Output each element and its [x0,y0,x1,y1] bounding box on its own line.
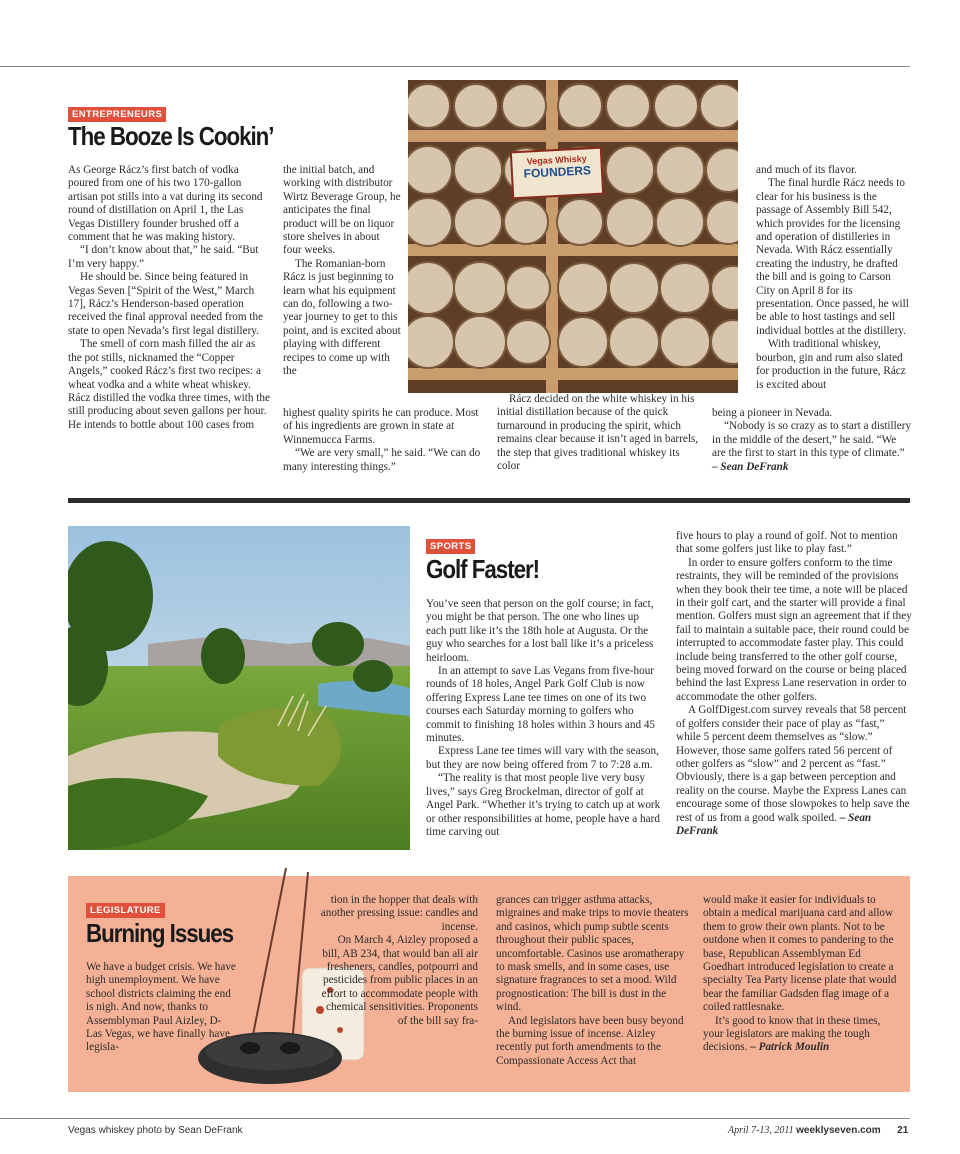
paragraph: “I don’t know about that,” he said. “But I’m very happy.” [68,244,259,270]
whiskey-barrels-photo [408,80,738,393]
paragraph: “The reality is that most people live very busy lives,” says Greg Brockelman, director of golf at Angel Park. “Whether it’s trying to catch up at work or other responsibilities at home, people have a hard time carving out [426,772,661,838]
paragraph: And legislators have been busy beyond the burning issue of incense. Aizley recently put forth amendments to the Compassionate Access Act that [496,1014,684,1067]
article1-headline: The Booze Is Cookin’ [68,121,274,151]
site-link[interactable]: weeklyseven.com [796,1125,881,1136]
paragraph: The final hurdle Rácz needs to clear for his business is the passage of Assembly Bill 542, which provides for the licensing and operation of distilleries in Nevada. With Rácz essentially creating the industry, he drafted the bill and is going to Carson City on April 8 for its presentation. Once passed, he will be able to host tastings and sell individual bottles at the distillery. [756,177,909,337]
paragraph: You’ve seen that person on the golf course; in fact, you might be that person. The one who lines up each putt like it’s the 18th hole at Augusta. Or the guy who searches for a lost ball like it’s a priceless heirloom. [426,598,654,664]
paragraph: five hours to play a round of golf. Not to mention that some golfers just like to play fast.” [676,530,898,556]
folio [728,1125,908,1136]
paragraph: The smell of corn mash filled the air as the pot stills, nicknamed the “Copper Angels,” cooked Rácz’s first two recipes: a wheat vodka and a white wheat whiskey. Rácz distilled the vodka three times, with the still producing about seven gallons per hour. He intends to bottle about 100 cases from [68,338,270,431]
article1-column-4 [756,164,912,392]
paragraph: With traditional whiskey, bourbon, gin and rum also slated for production in the future, Rácz is excited about [756,338,906,391]
top-rule [0,66,910,67]
paragraph: highest quality spirits he can produce. Most of his ingredients are grown in state at Winnemucca Farms. [283,407,479,446]
article1-column-3 [497,393,702,473]
article2-column-2 [676,530,912,838]
paragraph: would make it easier for individuals to obtain a medical marijuana card and allow them to grow their own plants. Not to be outdone when it comes to pandering to the base, Republican Assemblyman Ed Goedhart introduced legislation to create a specialty Tea Party license plate that would bear the familiar Gadsden flag image of a coiled rattlesnake. [703,894,897,1014]
article1-column-1 [68,164,271,432]
section-tag-sports: SPORTS [426,539,475,554]
article3-column-2 [318,894,478,1028]
paragraph: Express Lane tee times will vary with the season, but they are now being offered from 7 to 7:28 a.m. [426,745,659,771]
paragraph: It’s good to know that in these times, your legislators are making the tough decisions. – Patrick Moulin [703,1014,881,1054]
section-tag-entrepreneurs: ENTREPRENEURS [68,107,166,122]
article3-column-3 [496,894,692,1068]
paragraph: He should be. Since being featured in Vegas Seven [“Spirit of the West,” March 17], Rácz’s Henderson-based operation received the final approval needed from the state to open Nevada’s first legal distillery. [68,271,264,337]
article1-tag-wrap [68,104,166,122]
paragraph: On March 4, Aizley proposed a bill, AB 234, that would ban all air fresheners, candles, potpourri and pesticides from public places in an effort to accommodate people with chemical sensitivities. Proponents of the bill say fra- [321,934,478,1027]
paragraph: being a pioneer in Nevada. [712,407,833,419]
sign-text: Vegas Whisky [526,153,587,167]
byline: – Sean DeFrank [676,811,872,837]
sign-text: FOUNDERS [523,163,592,181]
article2-column-1 [426,598,662,839]
paragraph: The Romanian-born Rácz is just beginning to learn what his equipment can do, following a two-year journey to get to this point, and is excited about playing with different recipes to come up with the [283,257,401,378]
paragraph: As George Rácz’s first batch of vodka poured from one of his two 170-gallon artisan pot stills into a vat during its second round of distillation on April 1, the Las Vegas Distillery founder brushed off a comment that he was making history. [68,164,263,244]
article1-column-2 [283,164,401,379]
photo-credit: Vegas whiskey photo by Sean DeFrank [68,1125,243,1136]
paragraph: A GolfDigest.com survey reveals that 58 percent of golfers consider their pace of play as “fast,” while 5 percent deem themselves as “slow.” However, those same golfers rated 56 percent of other golfers as “slow” and 2 percent as “fast.” Obviously, there is a gap between perception and reality on the course. Maybe the Express Lanes can encourage some of those slowpokes to help save the rest of us from a good walk spoiled. – Sean DeFrank [676,704,910,837]
paragraph: In order to ensure golfers conform to the time restraints, they will be reminded of the provisions when they book their tee time, a note will be placed in their golf cart, and the starter will provide a final mention. Golfers must sign an agreement that if they fail to maintain a suitable pace, their round could be interrupted to accommodate faster play. This could include being transferred to the other golf course, being moved forward on the course or being placed behind the last Express Lane reservation in order to accommodate the other golfers. [676,556,912,703]
paragraph: tion in the hopper that deals with another pressing issue: candles and incense. [320,894,478,933]
article3-headline: Burning Issues [86,918,234,948]
paragraph: grances can trigger asthma attacks, migraines and make trips to movie theaters and casinos, which pump subtle scents throughout their public spaces, uncomfortable. Casinos use aromatherapy to mask smells, and in some cases, use signature fragrances to set a mood. Wild prognostication: The bill is dust in the wind. [496,894,689,1014]
paragraph: “Nobody is so crazy as to start a distillery in the middle of the desert,” he said. “We are the first to start in this type of climate.” – Sean DeFrank [712,420,912,473]
section-tag-legislature: LEGISLATURE [86,903,165,918]
section-divider [68,498,910,503]
issue-date: April 7-13, 2011 [728,1125,794,1136]
article2-headline: Golf Faster! [426,554,540,584]
article1-column-4-lower [712,407,912,474]
byline: – Sean DeFrank [712,460,789,473]
paragraph: We have a budget crisis. We have high unemployment. We have school districts claiming the end is nigh. And now, thanks to Assemblyman Paul Aizley, D-Las Vegas, we have finally have legisla- [86,961,236,1054]
article3-column-1 [86,961,236,1055]
article1-column-2-lower [283,407,489,474]
founders-sign [511,152,602,181]
article2-tag-wrap [426,536,475,554]
paragraph: “We are very small,” he said. “We can do many interesting things.” [283,447,481,473]
article3-tag-wrap [86,900,165,918]
paragraph: the initial batch, and working with distributor Wirtz Beverage Group, he anticipates the final product will be on liquor store shelves in about four weeks. [283,164,401,257]
footer-rule [0,1118,910,1119]
page-number: 21 [897,1125,909,1136]
paragraph: Rácz decided on the white whiskey in his initial distillation because of the quick turnaround in producing the spirit, which remains clear because it isn’t aged in barrels, the step that gives traditional whiskey its color [497,393,699,473]
paragraph: and much of its flavor. [756,164,857,176]
article3-column-4 [703,894,901,1055]
paragraph: In an attempt to save Las Vegans from five-hour rounds of 18 holes, Angel Park Golf Club is now offering Express Lane tee times on one of its two courses each Saturday morning to golfers who commit to finishing 18 holes within 3 hours and 45 minutes. [426,665,656,745]
golf-course-photo [68,526,410,850]
byline: – Patrick Moulin [750,1041,830,1054]
